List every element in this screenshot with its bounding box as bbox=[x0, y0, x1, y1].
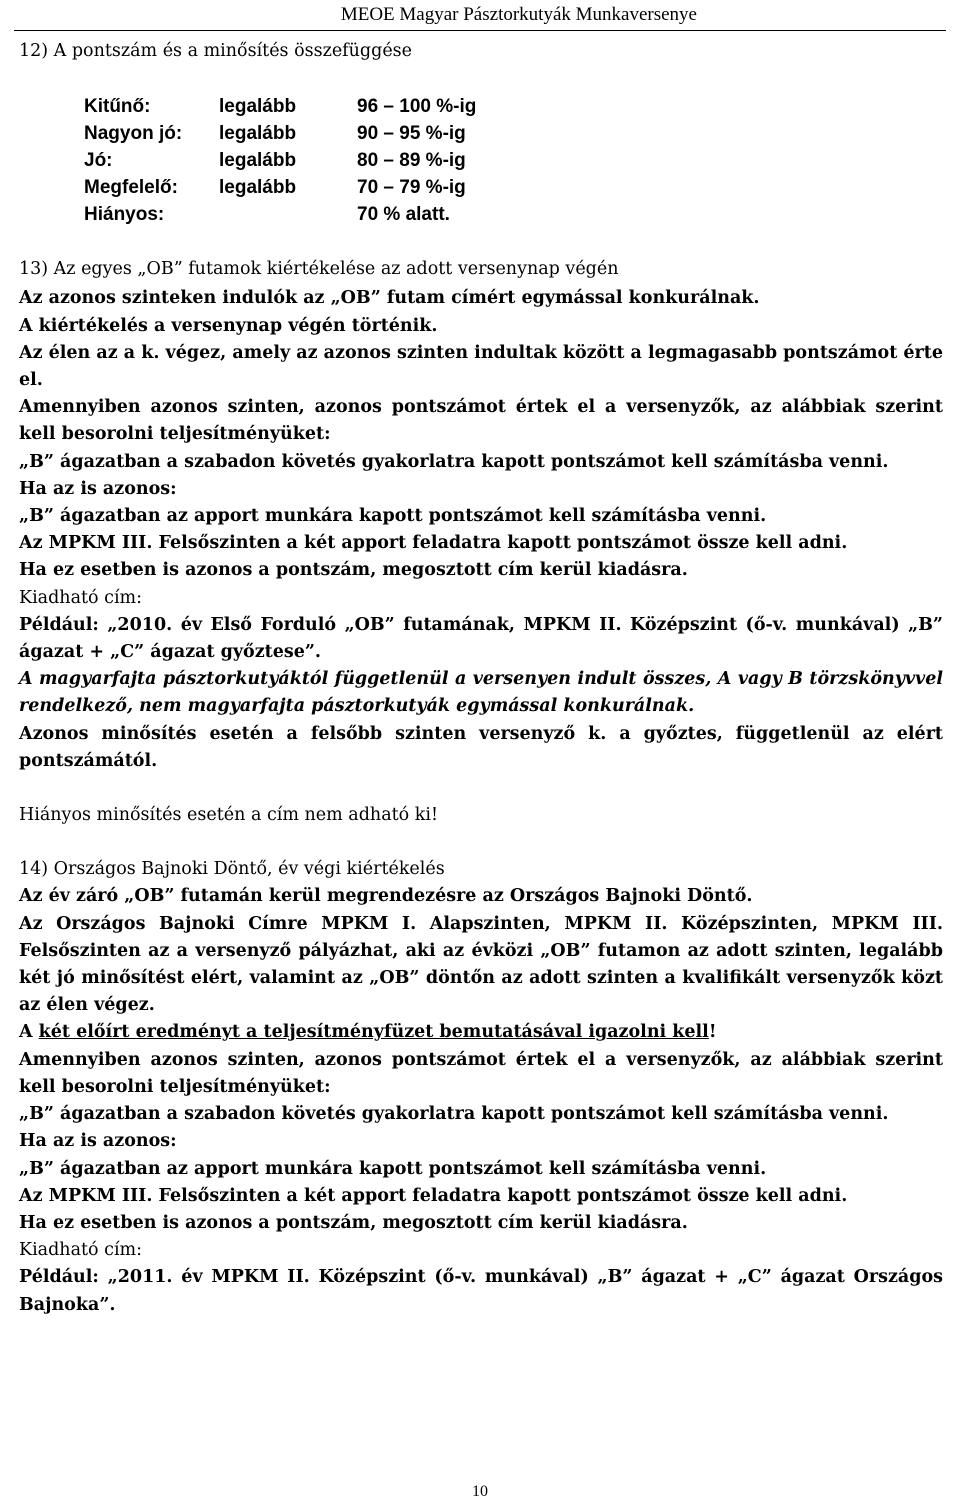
s13-example: Például: „2010. év Első Forduló „OB” futamának, MPKM II. Középszint (ő-v. munkával) „B” ágazat + „C” ágazat győztese”. bbox=[19, 614, 943, 663]
grade-qualifier: legalább bbox=[219, 96, 297, 118]
grade-qualifier: legalább bbox=[219, 123, 297, 145]
grade-range: 96 – 100 %-ig bbox=[357, 96, 477, 118]
header-divider bbox=[14, 30, 946, 31]
s14-paragraph bbox=[19, 1019, 943, 1046]
s14-paragraph: Amennyiben azonos szinten, azonos pontszámot értek el a versenyzők, az alábbiak szerint kell besorolni teljesítményüket: bbox=[19, 1049, 943, 1097]
section-12-title: 12) A pontszám és a minősítés összefüggése bbox=[19, 41, 413, 61]
s14-paragraph: „B” ágazatban az apport munkára kapott pontszámot kell számításba venni. bbox=[19, 1158, 767, 1179]
grade-name: Hiányos: bbox=[84, 204, 165, 226]
s13-title-label: Kiadható cím: bbox=[19, 587, 143, 608]
s14-underlined-text: két előírt eredményt a teljesítményfüzet bemutatásával igazolni kell bbox=[38, 1022, 709, 1043]
s13-paragraph: A magyarfajta pásztorkutyáktól függetlenül a versenyen indult összes, A vagy B törzskönyvvel rendelkező, nem magyarfajta pásztorkutyák egymással konkurálnak. bbox=[19, 669, 943, 717]
grade-qualifier: legalább bbox=[219, 177, 297, 199]
s13-paragraph: Ha ez esetben is azonos a pontszám, megosztott cím kerül kiadásra. bbox=[19, 560, 688, 581]
s14-text: A bbox=[19, 1022, 39, 1043]
s13-paragraph: Azonos minősítés esetén a felsőbb szinten versenyző k. a győztes, függetlenül az elért pontszámától. bbox=[19, 723, 943, 771]
page-content bbox=[19, 38, 943, 1319]
s13-note: Hiányos minősítés esetén a cím nem adható ki! bbox=[19, 805, 438, 826]
grade-row bbox=[84, 147, 476, 174]
s14-example: Például: „2011. év MPKM II. Középszint (ő-v. munkával) „B” ágazat + „C” ágazat Országos Bajnoka”. bbox=[19, 1267, 943, 1315]
s13-paragraph: Amennyiben azonos szinten, azonos pontszámot értek el a versenyzők, az alábbiak szerint kell besorolni teljesítményüket: bbox=[19, 397, 943, 445]
grade-table bbox=[84, 93, 476, 228]
grade-range: 90 – 95 %-ig bbox=[357, 123, 466, 145]
s14-paragraph: Az MPKM III. Felsőszinten a két apport feladatra kapott pontszámot össze kell adni. bbox=[19, 1185, 848, 1206]
grade-range: 70 % alatt. bbox=[357, 204, 450, 226]
s13-paragraph: Az élen az a k. végez, amely az azonos szinten indultak között a legmagasabb pontszámot érte el. bbox=[19, 342, 943, 391]
grade-row bbox=[84, 201, 476, 228]
s13-paragraph: Ha az is azonos: bbox=[19, 478, 177, 499]
s14-paragraph: Ha ez esetben is azonos a pontszám, megosztott cím kerül kiadásra. bbox=[19, 1212, 688, 1233]
grade-row bbox=[84, 120, 476, 147]
grade-row bbox=[84, 93, 476, 120]
section-13-title: 13) Az egyes „OB” futamok kiértékelése az adott versenynap végén bbox=[19, 259, 619, 280]
s13-paragraph: Az MPKM III. Felsőszinten a két apport feladatra kapott pontszámot össze kell adni. bbox=[19, 533, 848, 554]
s14-text: ! bbox=[708, 1022, 717, 1043]
s14-paragraph: Az év záró „OB” futamán kerül megrendezésre az Országos Bajnoki Döntő. bbox=[19, 886, 753, 907]
grade-name: Kitűnő: bbox=[84, 96, 151, 118]
page-number: 10 bbox=[472, 1483, 488, 1500]
s14-title-label: Kiadható cím: bbox=[19, 1240, 143, 1261]
s14-paragraph: Ha az is azonos: bbox=[19, 1131, 177, 1152]
grade-row bbox=[84, 174, 476, 201]
s13-paragraph: Az azonos szinteken indulók az „OB” futam címért egymással konkurálnak. bbox=[19, 288, 760, 309]
grade-name: Jó: bbox=[84, 150, 113, 172]
s13-paragraph: „B” ágazatban a szabadon követés gyakorlatra kapott pontszámot kell számításba venni. bbox=[19, 451, 889, 472]
page-header: MEOE Magyar Pásztorkutyák Munkaversenye bbox=[340, 4, 697, 25]
grade-range: 80 – 89 %-ig bbox=[357, 150, 466, 172]
grade-qualifier bbox=[219, 201, 357, 228]
s13-paragraph: „B” ágazatban az apport munkára kapott pontszámot kell számításba venni. bbox=[19, 506, 767, 527]
s13-paragraph: A kiértékelés a versenynap végén történik. bbox=[19, 315, 438, 336]
grade-name: Megfelelő: bbox=[84, 177, 178, 199]
s14-paragraph: „B” ágazatban a szabadon követés gyakorlatra kapott pontszámot kell számításba venni. bbox=[19, 1104, 889, 1125]
grade-name: Nagyon jó: bbox=[84, 123, 183, 145]
grade-qualifier: legalább bbox=[219, 150, 297, 172]
section-14-title: 14) Országos Bajnoki Döntő, év végi kiértékelés bbox=[19, 859, 445, 880]
grade-range: 70 – 79 %-ig bbox=[357, 177, 466, 199]
s14-paragraph: Az Országos Bajnoki Címre MPKM I. Alapszinten, MPKM II. Középszinten, MPKM III. Felsőszinten az a versenyző pályázhat, aki az évközi „OB” futamon az adott szinten, legalább két jó minősítést elért, valamint az „OB” döntőn az adott szinten a kvalifikált versenyzők közt az élen végez. bbox=[19, 913, 943, 1016]
